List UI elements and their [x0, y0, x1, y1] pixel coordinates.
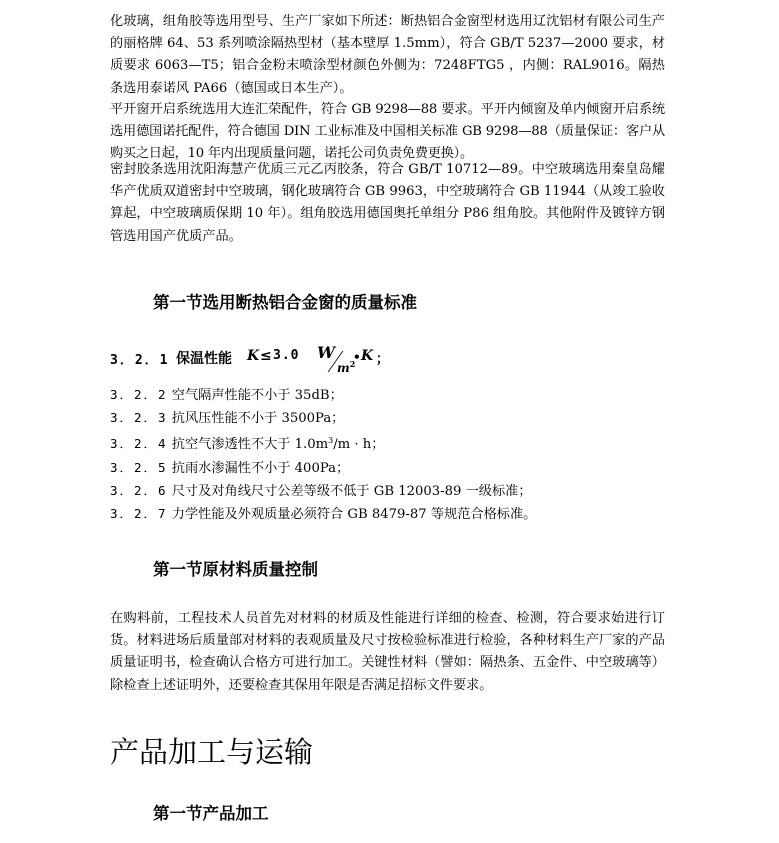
- formula-unit-w: W: [317, 343, 335, 362]
- chapter-title: 产品加工与运输: [110, 735, 314, 769]
- formula-value: 3.0: [273, 348, 300, 363]
- intro-paragraph-hardware: 平开窗开启系统选用大连汇荣配件，符合 GB 9298—88 要求。平开内倾窗及单内倾窗开启系统选用德国诺托配件，符合德国 DIN 工业标准及中国相关标准 GB 9298—88（质量保证：客户从购买之日起，10 年内出现质量问题，诺托公司负责免费更换）。: [110, 102, 665, 162]
- standard-item: [110, 457, 536, 480]
- item-text-after: /m · h；: [333, 437, 385, 453]
- item-text: 空气隔声性能不小于 35dB；: [171, 388, 343, 403]
- item-number: 3．2．2: [110, 387, 168, 402]
- item-text: 尺寸及对角线尺寸公差等级不低于 GB 12003-89 一级标准；: [171, 483, 532, 499]
- formula-unit-exponent: 2: [349, 359, 356, 369]
- formula-label: 保温性能: [176, 351, 232, 367]
- formula-le-symbol: ≤: [260, 348, 272, 364]
- item-text: 力学性能及外观质量必须符合 GB 8479-87 等规范合格标准。: [171, 507, 537, 523]
- item-text: 抗风压性能不小于 3500Pa；: [171, 411, 345, 427]
- formula-k-symbol: K: [247, 348, 260, 364]
- standard-item: [110, 407, 536, 430]
- formula-end: ；: [376, 352, 390, 367]
- formula-dot: •: [353, 350, 361, 364]
- section-heading-product-processing: 第一节产品加工: [153, 804, 269, 823]
- intro-paragraph-seals-glass: 密封胶条选用沈阳海慧产优质三元乙丙胶条，符合 GB/T 10712—89。中空玻璃选用秦皇岛耀华产优质双道密封中空玻璃，钢化玻璃符合 GB 9963，中空玻璃符合 GB 11944（从竣工验收算起，中空玻璃质保期 10 年）。组角胶选用德国奥托单组分 P86 组角胶。其他附件及镀锌方钢管选用国产优质产品。: [110, 162, 665, 244]
- standard-item: [110, 503, 536, 526]
- standard-item: [110, 430, 536, 456]
- item-text-before: 抗空气渗透性不大于 1.0m: [171, 437, 329, 453]
- item-text: 抗雨水渗漏性不小于 400Pa；: [171, 460, 350, 476]
- formula-item-number: 3．2．1: [110, 353, 170, 368]
- section-heading-material-control: 第一节原材料质量控制: [153, 560, 318, 579]
- formula-unit-m: m: [337, 361, 350, 375]
- intro-paragraph-materials: 化玻璃，组角胶等选用型号、生产厂家如下所述：断热铝合金窗型材选用辽沈铝材有限公司生产的丽格牌 64、53 系列喷涂隔热型材（基本壁厚 1.5mm），符合 GB/T 5237—2000 要求，材质要求 6063—T5；铝合金粉末喷涂型材颜色外侧为：7248FTG5 ，内侧：RAL9016。隔热条选用泰诺风 PA66（德国或日本生产）。: [110, 14, 665, 96]
- item-number: 3．2．4: [110, 436, 168, 452]
- formula-unit-k: K: [361, 348, 374, 364]
- item-superscript: 3: [328, 436, 334, 446]
- item-number: 3．2．5: [110, 459, 168, 475]
- material-control-paragraph: 在购料前，工程技术人员首先对材料的材质及性能进行详细的检查、检测，符合要求始进行订货。材料进场后质量部对材料的表观质量及尺寸按检验标准进行检验，各种材料生产厂家的产品质量证明书，检查确认合格方可进行加工。关键性材料（譬如：隔热条、五金件、中空玻璃等）除检查上述证明外，还要检查其保用年限是否满足招标文件要求。: [110, 611, 665, 693]
- section-heading-quality-standard: 第一节选用断热铝合金窗的质量标准: [153, 293, 417, 312]
- standard-item: [110, 384, 536, 407]
- item-number: 3．2．6: [110, 482, 168, 498]
- item-number: 3．2．3: [110, 410, 168, 426]
- item-number: 3．2．7: [110, 506, 168, 522]
- standard-item: [110, 480, 536, 503]
- standard-items-list: [110, 384, 536, 526]
